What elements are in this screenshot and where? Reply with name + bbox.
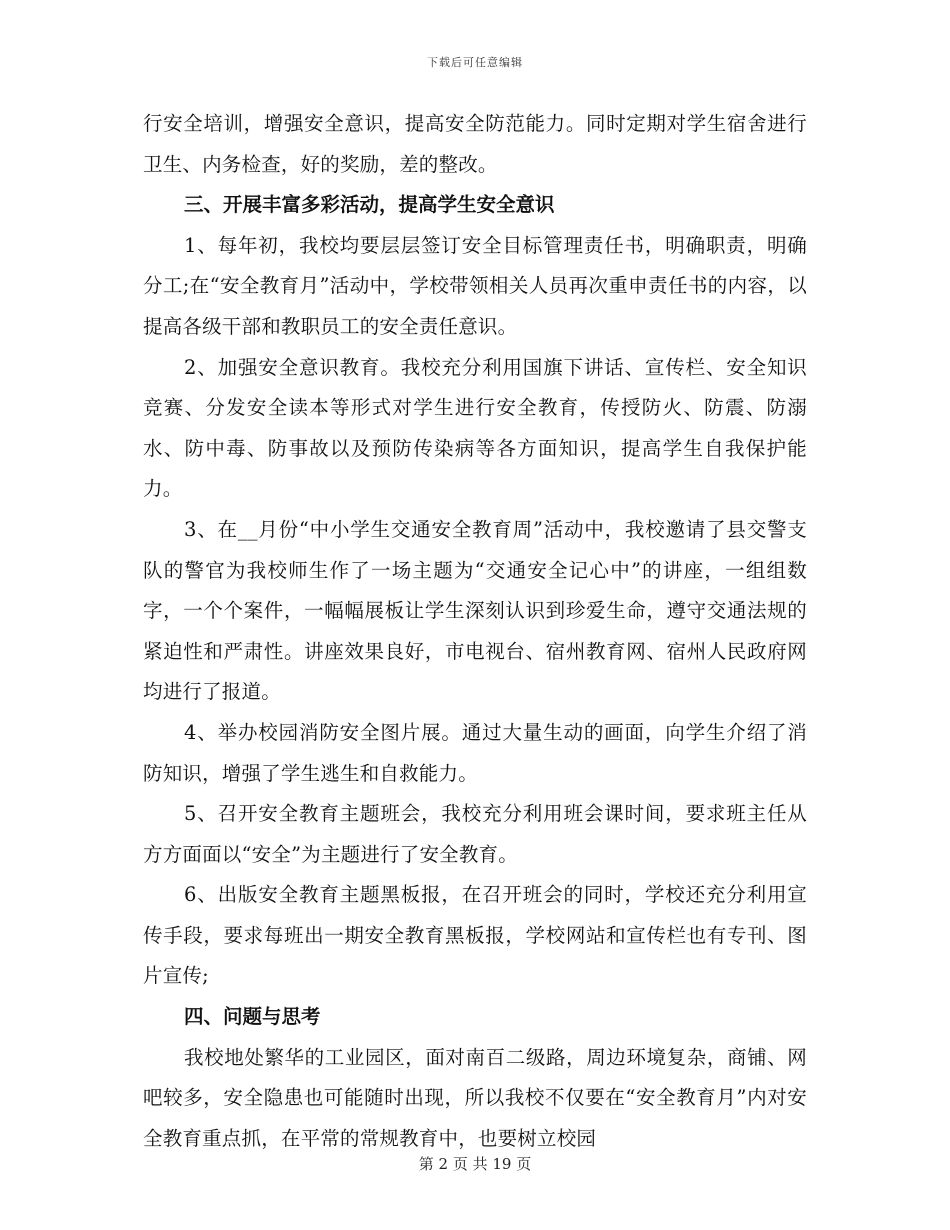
paragraph-item-5: 5、召开安全教育主题班会，我校充分利用班会课时间，要求班主任从方方面面以“安全”为主题进行了安全教育。 — [143, 802, 807, 866]
page-number-footer: 第 2 页 共 19 页 — [418, 1155, 532, 1173]
paragraph-item-1: 1、每年初，我校均要层层签订安全目标管理责任书，明确职责，明确分工;在“安全教育月”活动中，学校带领相关人员再次重申责任书的内容，以提高各级干部和教职员工的安全责任意识。 — [143, 233, 807, 338]
document-body — [143, 104, 807, 1159]
paragraph-continuation: 行安全培训，增强安全意识，提高安全防范能力。同时定期对学生宿舍进行卫生、内务检查，好的奖励，差的整改。 — [143, 112, 807, 176]
paragraph-item-6: 6、出版安全教育主题黑板报，在召开班会的同时，学校还充分利用宣传手段，要求每班出一期安全教育黑板报，学校网站和宣传栏也有专刊、图片宣传; — [143, 883, 807, 988]
header-note: 下载后可任意编辑 — [427, 56, 523, 69]
paragraph-problems: 我校地处繁华的工业园区，面对南百二级路，周边环境复杂，商铺、网吧较多，安全隐患也可能随时出现，所以我校不仅要在“安全教育月”内对安全教育重点抓，在平常的常规教育中，也要树立校园 — [143, 1045, 807, 1150]
section-heading-4: 四、问题与思考 — [184, 1005, 321, 1029]
paragraph-item-2: 2、加强安全意识教育。我校充分利用国旗下讲话、宣传栏、安全知识竞赛、分发安全读本等形式对学生进行安全教育，传授防火、防震、防溺水、防中毒、防事故以及预防传染病等各方面知识，提高学生自我保护能力。 — [143, 355, 807, 501]
section-heading-3: 三、开展丰富多彩活动，提高学生安全意识 — [184, 193, 555, 217]
paragraph-item-4: 4、举办校园消防安全图片展。通过大量生动的画面，向学生介绍了消防知识，增强了学生逃生和自救能力。 — [143, 720, 807, 785]
paragraph-item-3: 3、在__月份“中小学生交通安全教育周”活动中，我校邀请了县交警支队的警官为我校师生作了一场主题为“交通安全记心中”的讲座，一组组数字，一个个案件，一幅幅展板让学生深刻认识到珍爱生命，遵守交通法规的紧迫性和严肃性。讲座效果良好，市电视台、宿州教育网、宿州人民政府网均进行了报道。 — [143, 517, 807, 704]
